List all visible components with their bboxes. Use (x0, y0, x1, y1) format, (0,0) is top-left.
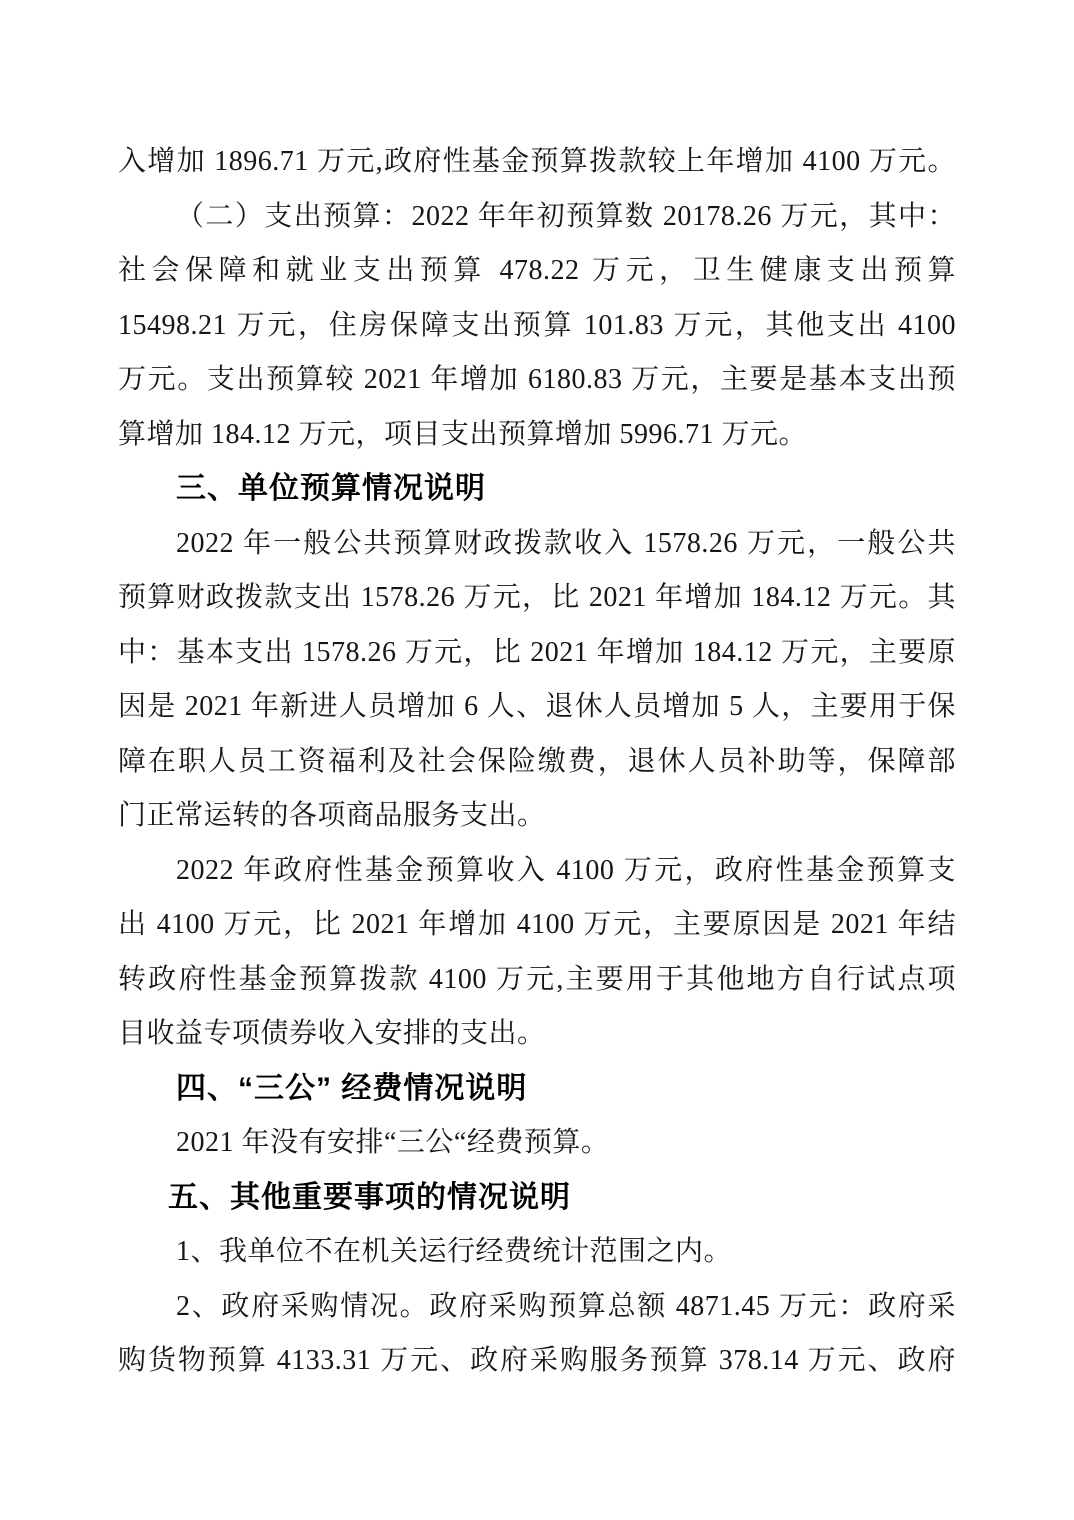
section-heading-other-items: 五、其他重要事项的情况说明 (168, 1180, 571, 1214)
body-line: 目收益专项债券收入安排的支出。 (118, 1018, 546, 1049)
body-line: 社会保障和就业支出预算 478.22 万元，卫生健康支出预算 (118, 255, 956, 286)
document-body (118, 135, 956, 1389)
body-line-item-1: 1、我单位不在机关运行经费统计范围之内。 (176, 1236, 733, 1267)
body-line: 算增加 184.12 万元，项目支出预算增加 5996.71 万元。 (118, 418, 808, 450)
body-line: 预算财政拨款支出 1578.26 万元，比 2021 年增加 184.12 万元。其 (118, 582, 956, 613)
body-line: 障在职人员工资福利及社会保险缴费，退休人员补助等，保障部 (118, 745, 956, 777)
body-line: 2021 年没有安排“三公“经费预算。 (176, 1127, 610, 1158)
body-line: 入增加 1896.71 万元,政府性基金预算拨款较上年增加 4100 万元。 (118, 146, 956, 177)
body-line-item-2: 2、政府采购情况。政府采购预算总额 4871.45 万元：政府采 (176, 1290, 956, 1322)
body-line: 转政府性基金预算拨款 4100 万元,主要用于其他地方自行试点项 (118, 963, 956, 995)
body-line-expenditure-budget: （二）支出预算：2022 年年初预算数 20178.26 万元，其中： (176, 200, 956, 232)
body-line: 因是 2021 年新进人员增加 6 人、退休人员增加 5 人，主要用于保 (118, 691, 956, 722)
section-heading-three-public: 四、“三公” 经费情况说明 (176, 1071, 528, 1105)
body-line-government-fund: 2022 年政府性基金预算收入 4100 万元，政府性基金预算支 (176, 854, 956, 886)
body-line: 2022 年一般公共预算财政拨款收入 1578.26 万元，一般公共 (176, 527, 956, 559)
body-line: 中：基本支出 1578.26 万元，比 2021 年增加 184.12 万元，主要原 (118, 636, 956, 668)
body-line: 万元。支出预算较 2021 年增加 6180.83 万元，主要是基本支出预 (118, 364, 956, 395)
body-line: 15498.21 万元，住房保障支出预算 101.83 万元，其他支出 4100 (118, 309, 956, 341)
body-line: 门正常运转的各项商品服务支出。 (118, 800, 546, 831)
section-heading-unit-budget: 三、单位预算情况说明 (176, 472, 486, 505)
body-line: 出 4100 万元，比 2021 年增加 4100 万元，主要原因是 2021 年结 (118, 909, 956, 940)
body-line: 购货物预算 4133.31 万元、政府采购服务预算 378.14 万元、政府 (118, 1345, 956, 1376)
